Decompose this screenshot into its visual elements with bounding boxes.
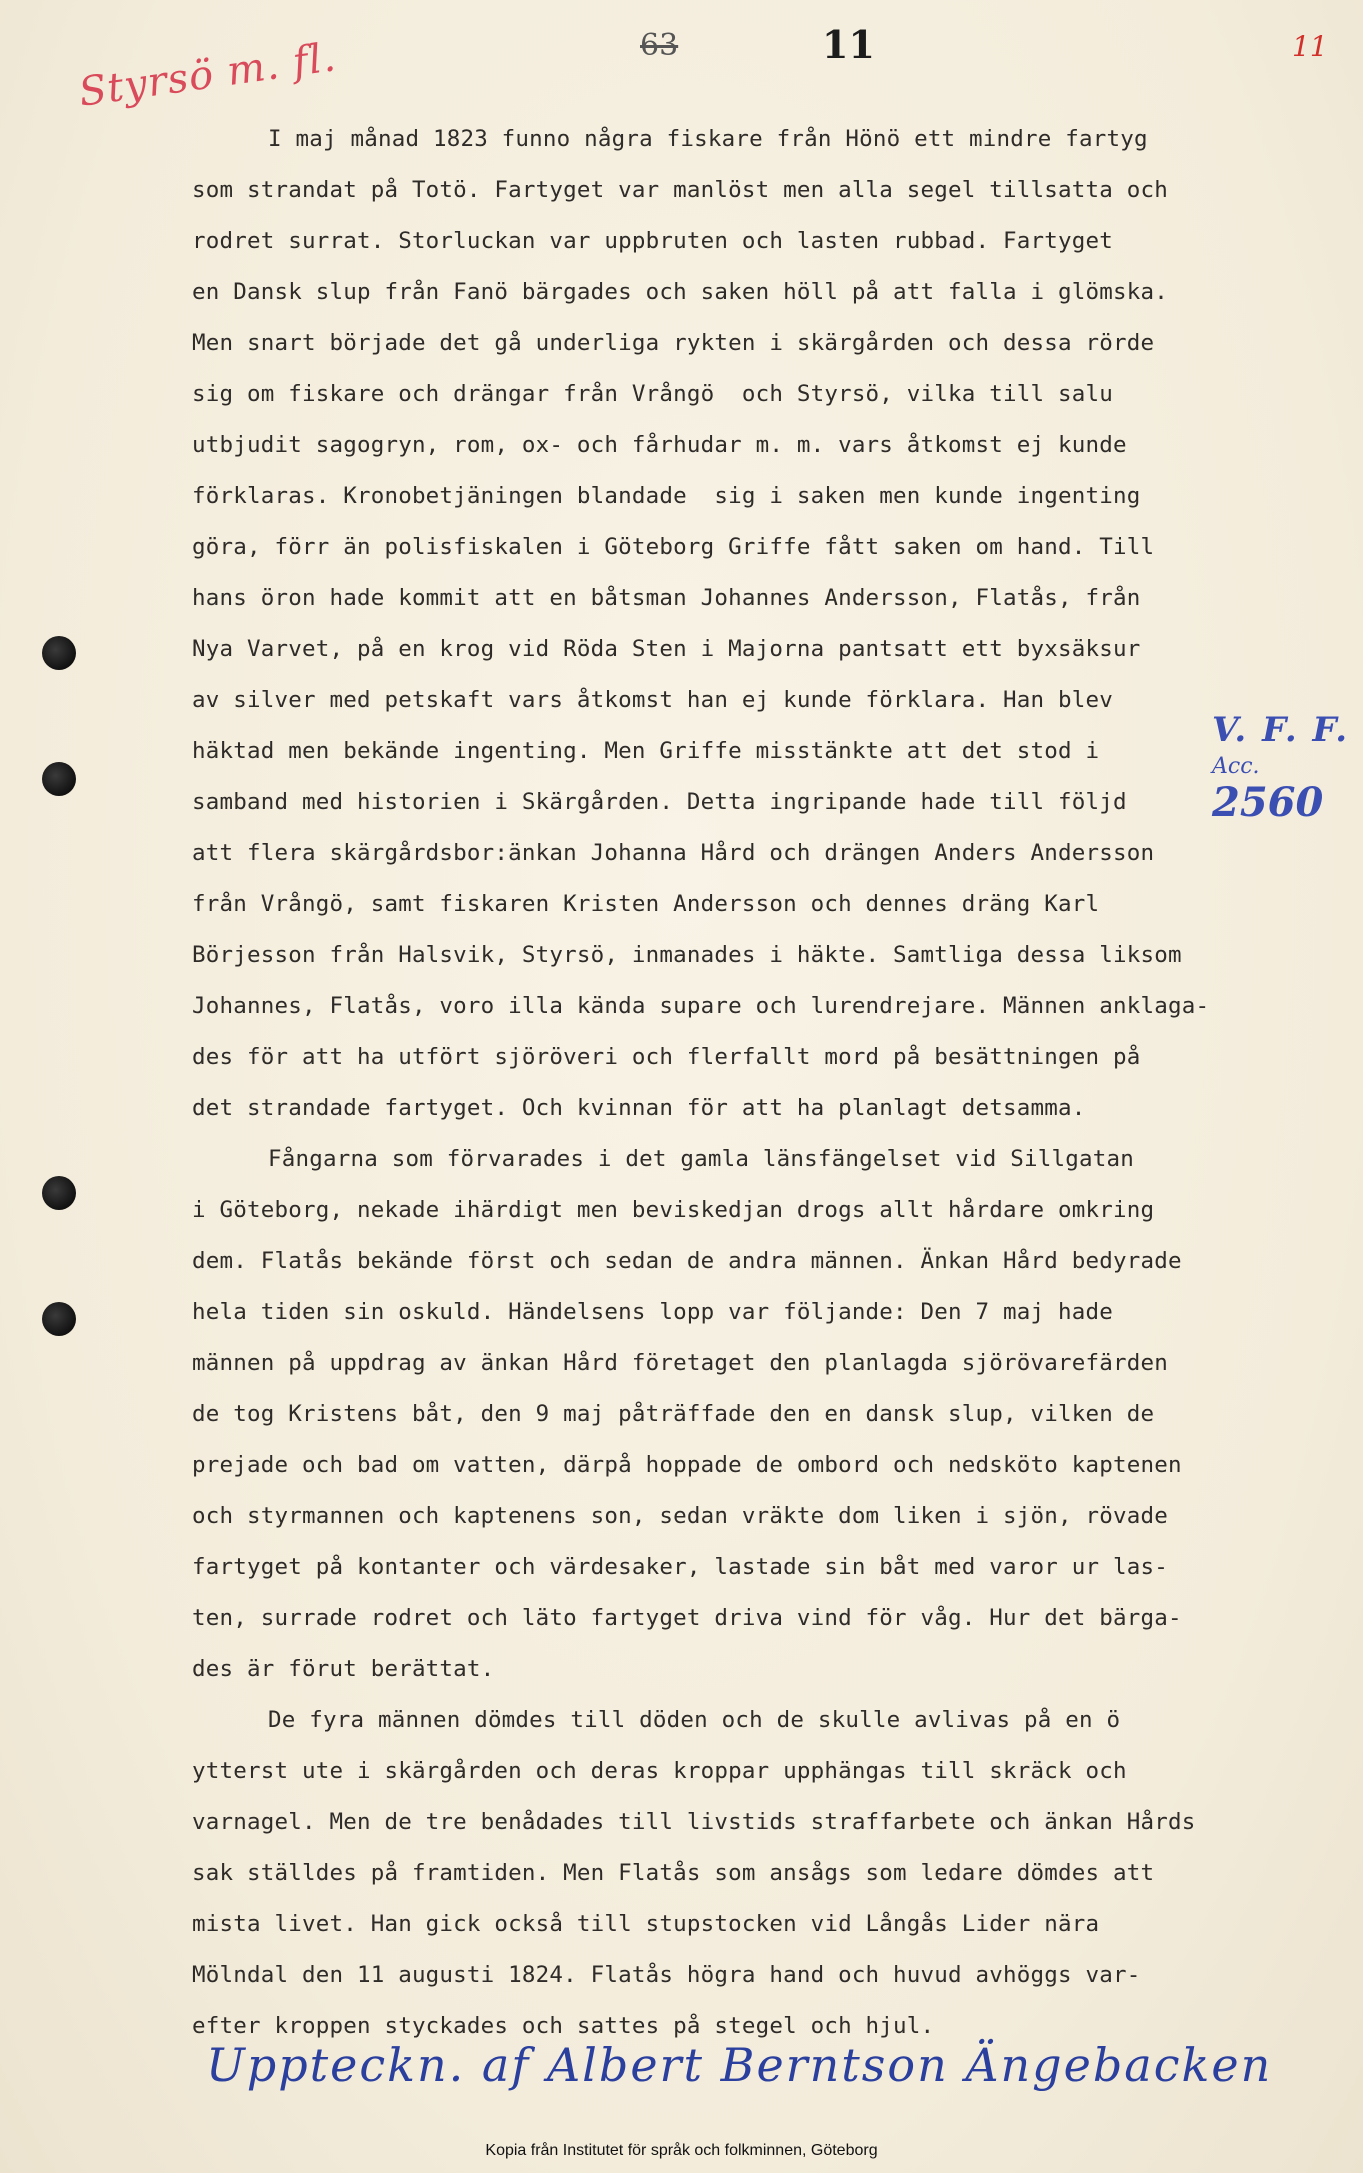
page-number: 11 <box>822 22 875 67</box>
text-line: I maj månad 1823 funno några fiskare från Hönö ett mindre fartyg <box>268 126 1148 152</box>
text-line: prejade och bad om vatten, därpå hoppade de ombord och nedsköto kaptenen <box>192 1452 1182 1478</box>
stamp-acc-label: Acc. <box>1212 754 1260 779</box>
text-line: sak ställdes på framtiden. Men Flatås som ansågs som ledare dömdes att <box>192 1860 1155 1886</box>
handwritten-note: Styrsö m. fl. <box>76 34 340 116</box>
old-page-number: 63 <box>640 28 679 63</box>
text-line: göra, förr än polisfiskalen i Göteborg Griffe fått saken om hand. Till <box>192 534 1155 560</box>
text-line: sig om fiskare och drängar från Vrångö och Styrsö, vilka till salu <box>192 381 1113 407</box>
text-line: som strandat på Totö. Fartyget var manlöst men alla segel tillsatta och <box>192 177 1168 203</box>
stamp-acc-number: 2560 <box>1212 779 1324 826</box>
text-line: des är förut berättat. <box>192 1656 495 1682</box>
text-line: varnagel. Men de tre benådades till livstids straffarbete och änkan Hårds <box>192 1809 1196 1835</box>
text-line: efter kroppen styckades och sattes på stegel och hjul. <box>192 2013 935 2039</box>
text-line: mista livet. Han gick också till stupstocken vid Långås Lider nära <box>192 1911 1100 1937</box>
text-line: hans öron hade kommit att en båtsman Johannes Andersson, Flatås, från <box>192 585 1141 611</box>
text-line: des för att ha utfört sjöröveri och flerfallt mord på besättningen på <box>192 1044 1141 1070</box>
text-line: Nya Varvet, på en krog vid Röda Sten i Majorna pantsatt ett byxsäksur <box>192 636 1141 662</box>
text-line: och styrmannen och kaptenens son, sedan vräkte dom liken i sjön, rövade <box>192 1503 1168 1529</box>
text-line: det strandade fartyget. Och kvinnan för att ha planlagt detsamma. <box>192 1095 1086 1121</box>
text-line: förklaras. Kronobetjäningen blandade sig i saken men kunde ingenting <box>192 483 1141 509</box>
text-line: från Vrångö, samt fiskaren Kristen Andersson och dennes dräng Karl <box>192 891 1100 917</box>
text-line: ytterst ute i skärgården och deras kroppar upphängas till skräck och <box>192 1758 1127 1784</box>
handwritten-signature: Uppteckn. af Albert Berntson Ängebacken <box>206 2038 1273 2092</box>
text-line: Men snart började det gå underliga rykten i skärgården och dessa rörde <box>192 330 1155 356</box>
text-line: ten, surrade rodret och läto fartyget driva vind för våg. Hur det bärga- <box>192 1605 1182 1631</box>
punch-hole <box>42 636 76 670</box>
red-page-mark: 11 <box>1292 30 1328 63</box>
text-line: häktad men bekände ingenting. Men Griffe misstänkte att det stod i <box>192 738 1100 764</box>
text-line: Börjesson från Halsvik, Styrsö, inmanades i häkte. Samtliga dessa liksom <box>192 942 1182 968</box>
text-line: rodret surrat. Storluckan var uppbruten och lasten rubbad. Fartyget <box>192 228 1113 254</box>
text-line: Johannes, Flatås, voro illa kända supare och lurendrejare. Männen anklaga- <box>192 993 1210 1019</box>
text-line: samband med historien i Skärgården. Detta ingripande hade till följd <box>192 789 1127 815</box>
stamp-line: V. F. F. <box>1212 710 1350 750</box>
text-line: en Dansk slup från Fanö bärgades och saken höll på att falla i glömska. <box>192 279 1168 305</box>
archive-stamp <box>1212 710 1363 826</box>
text-line: utbjudit sagogryn, rom, ox- och fårhudar m. m. vars åtkomst ej kunde <box>192 432 1127 458</box>
footer-caption: Kopia från Institutet för språk och folkminnen, Göteborg <box>485 2142 878 2159</box>
text-line: männen på uppdrag av änkan Hård företaget den planlagda sjörövarefärden <box>192 1350 1168 1376</box>
text-line: fartyget på kontanter och värdesaker, lastade sin båt med varor ur las- <box>192 1554 1168 1580</box>
text-line: Fångarna som förvarades i det gamla länsfängelset vid Sillgatan <box>268 1146 1135 1172</box>
text-line: dem. Flatås bekände först och sedan de andra männen. Änkan Hård bedyrade <box>192 1248 1182 1274</box>
text-line: hela tiden sin oskuld. Händelsens lopp var följande: Den 7 maj hade <box>192 1299 1113 1325</box>
typed-body-text <box>192 114 1332 2052</box>
text-line: i Göteborg, nekade ihärdigt men beviskedjan drogs allt hårdare omkring <box>192 1197 1155 1223</box>
punch-hole <box>42 1176 76 1210</box>
punch-hole <box>42 762 76 796</box>
text-line: De fyra männen dömdes till döden och de skulle avlivas på en ö <box>268 1707 1121 1733</box>
text-line: av silver med petskaft vars åtkomst han ej kunde förklara. Han blev <box>192 687 1113 713</box>
text-line: Mölndal den 11 augusti 1824. Flatås högra hand och huvud avhöggs var- <box>192 1962 1141 1988</box>
punch-hole <box>42 1302 76 1336</box>
text-line: att flera skärgårdsbor:änkan Johanna Hård och drängen Anders Andersson <box>192 840 1155 866</box>
text-line: de tog Kristens båt, den 9 maj påträffade den en dansk slup, vilken de <box>192 1401 1155 1427</box>
